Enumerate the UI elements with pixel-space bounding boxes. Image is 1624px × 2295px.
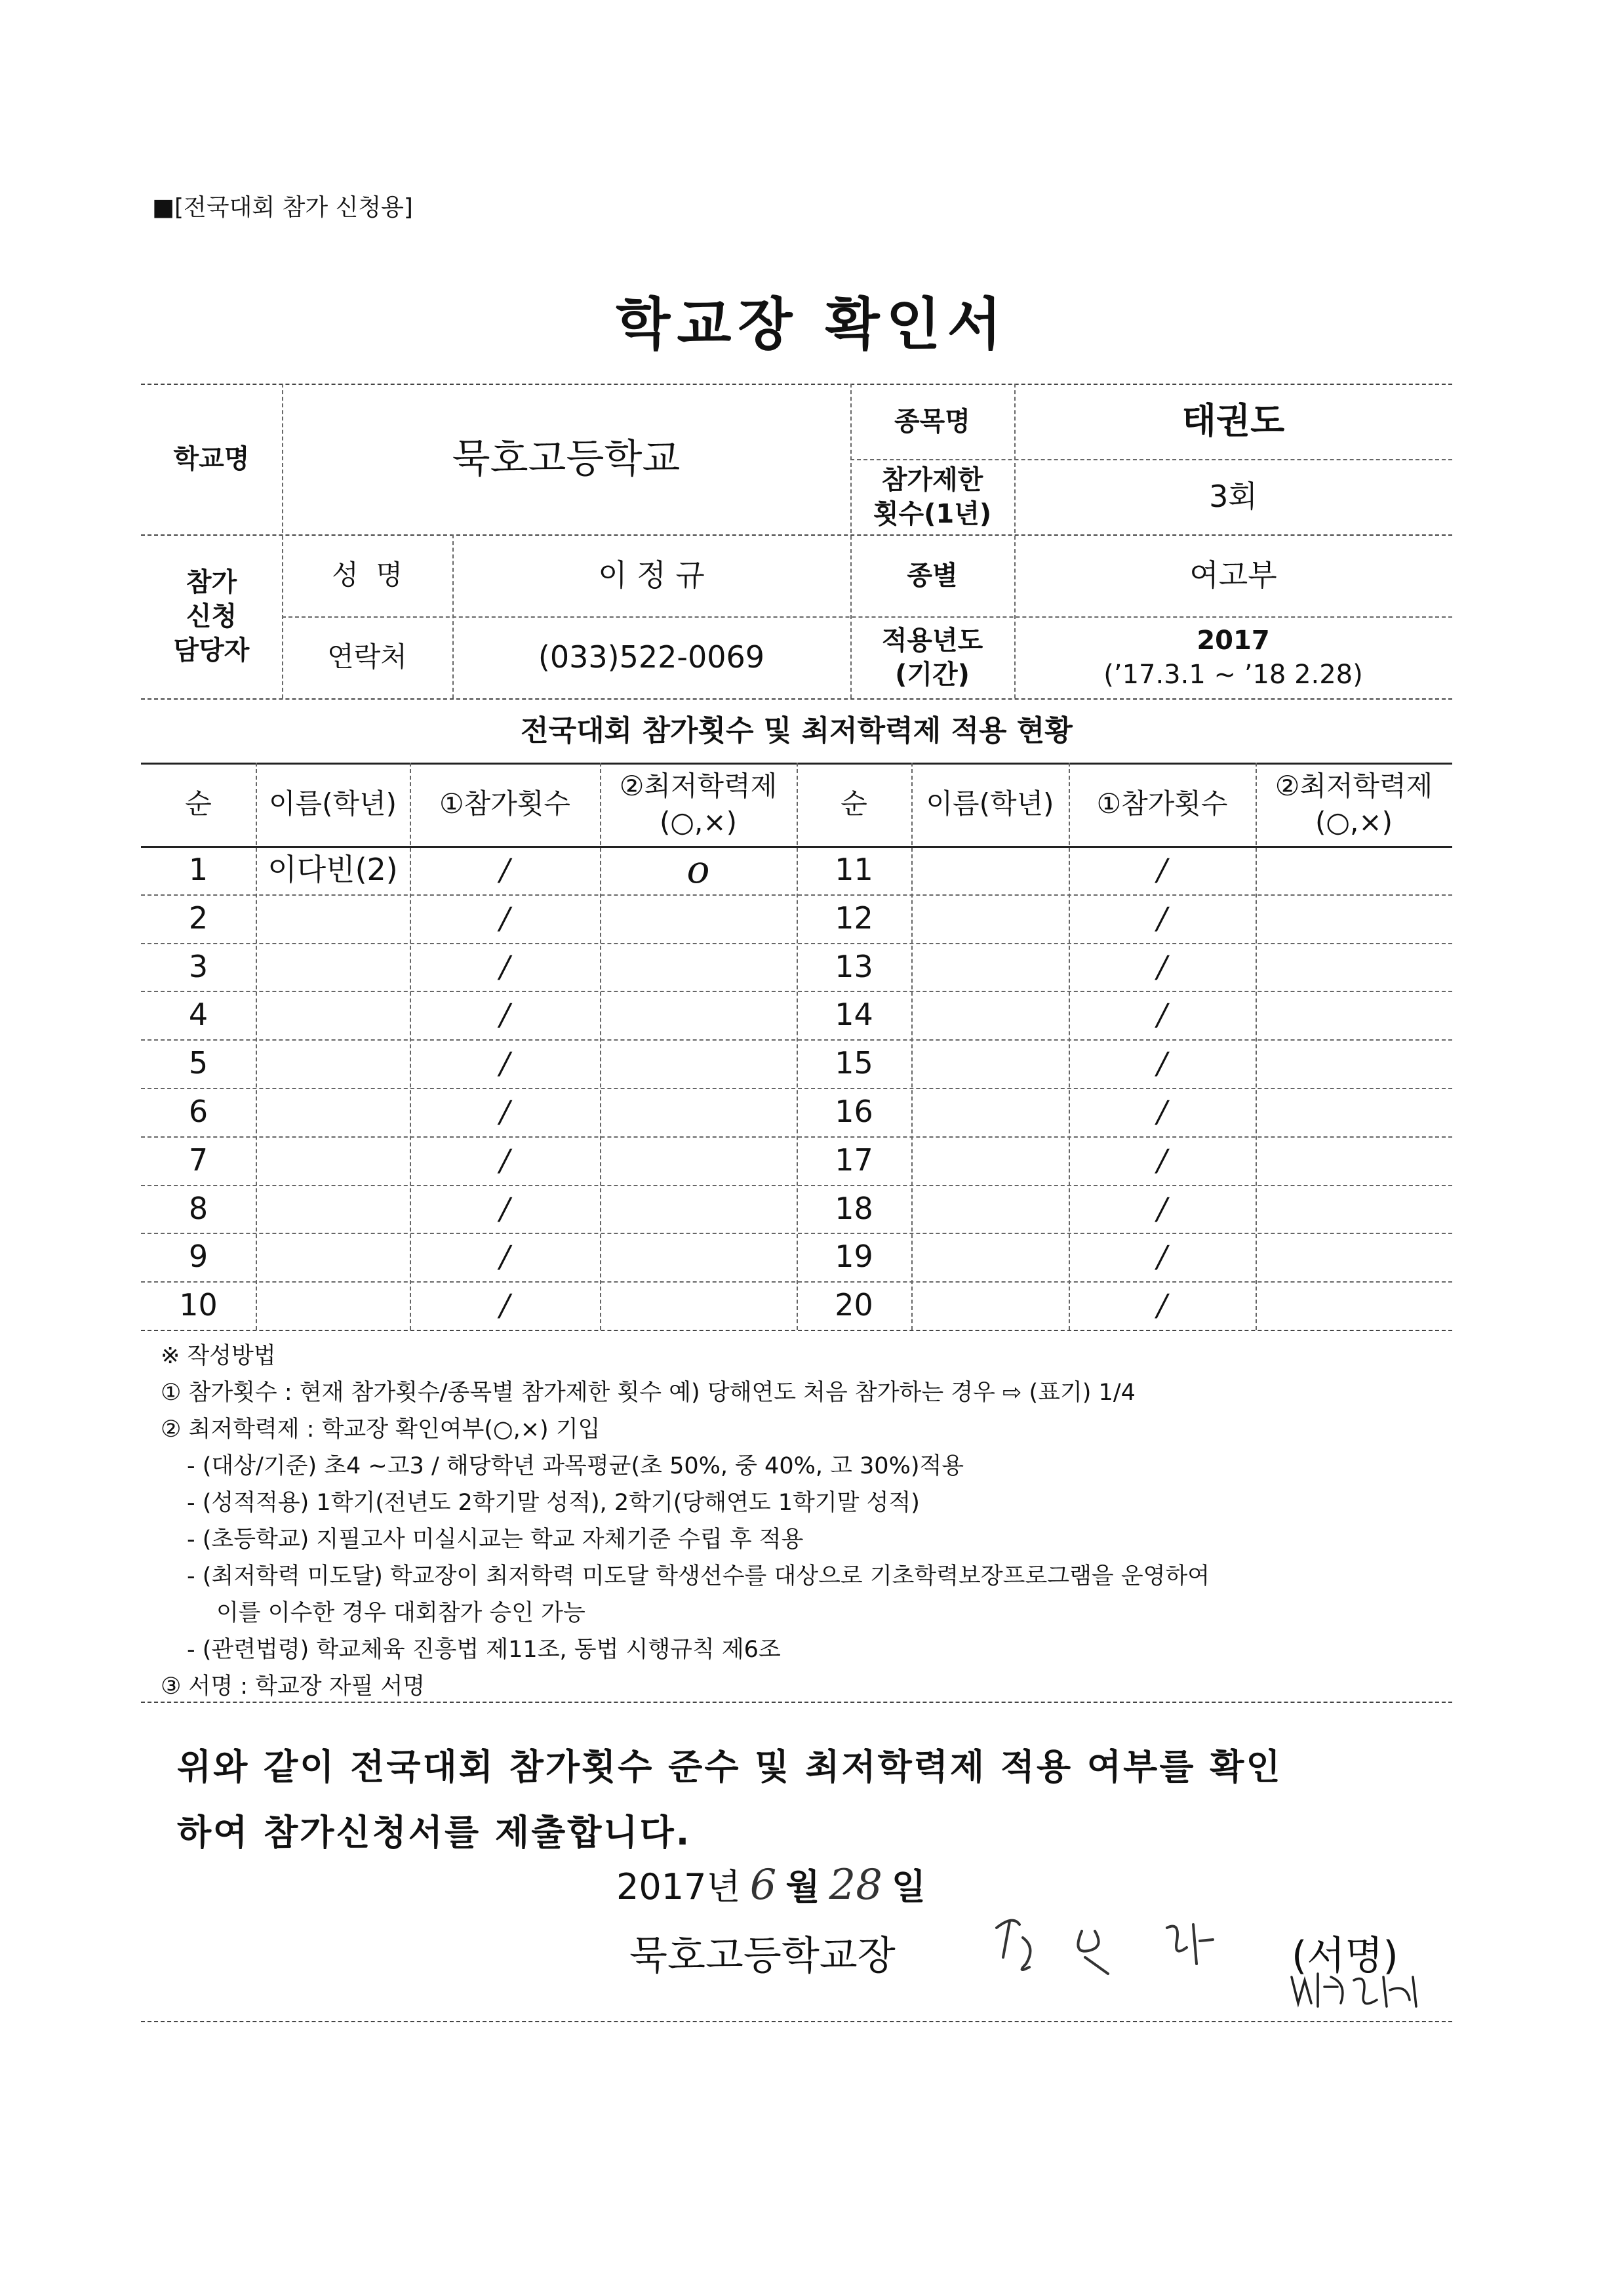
limit-label-line1: 참가제한 bbox=[881, 464, 983, 495]
row-seq: 12 bbox=[835, 900, 873, 936]
row-count-slash: / bbox=[1157, 1045, 1168, 1081]
row-seq: 7 bbox=[188, 1142, 208, 1178]
row-academic-mark: o bbox=[686, 847, 710, 892]
note-line: - (성적적용) 1학기(전년도 2학기말 성적), 2학기(당해연도 1학기말 성적) bbox=[187, 1490, 920, 1516]
row-academic-mark bbox=[1256, 1088, 1452, 1136]
date-year: 2017년 bbox=[616, 1866, 741, 1907]
row-count-slash: / bbox=[500, 852, 510, 887]
name-label: 성 명 bbox=[332, 559, 403, 591]
declaration-line1: 위와 같이 전국대회 참가횟수 준수 및 최저학력제 적용 여부를 확인 bbox=[177, 1746, 1282, 1787]
header-academic-line1: ②최저학력제 bbox=[619, 769, 778, 802]
applicant-label-line2: 신청 bbox=[186, 601, 237, 631]
row-name bbox=[911, 1233, 1069, 1281]
row-seq: 14 bbox=[835, 997, 873, 1033]
row-seq: 18 bbox=[835, 1190, 873, 1226]
date-day: 28 bbox=[829, 1861, 882, 1909]
row-academic-mark bbox=[1256, 991, 1452, 1039]
row-seq: 9 bbox=[188, 1239, 208, 1275]
principal-signature-icon bbox=[1285, 1964, 1429, 2013]
year-label bbox=[850, 616, 1014, 698]
row-academic-mark bbox=[1256, 846, 1452, 894]
row-name bbox=[911, 1088, 1069, 1136]
note-line: - (대상/기준) 초4 ~고3 / 해당학년 과목평균(초 50%, 중 40%, 고 30%)적용 bbox=[187, 1453, 964, 1479]
year-label-line1: 적용년도 bbox=[881, 625, 983, 656]
header-academic-line1: ②최저학력제 bbox=[1275, 769, 1433, 802]
row-name bbox=[256, 1039, 410, 1088]
row-seq: 15 bbox=[835, 1045, 873, 1081]
row-count-slash: / bbox=[1157, 1142, 1168, 1178]
row-seq: 20 bbox=[835, 1287, 873, 1323]
row-academic-mark bbox=[600, 943, 797, 991]
note-line: ① 참가횟수 : 현재 참가횟수/종목별 참가제한 횟수 예) 당해연도 처음 참가하는 경우 ⇨ (표기) 1/4 bbox=[161, 1380, 1136, 1406]
principal-title: 묵호고등학교장 bbox=[629, 1933, 896, 1979]
event-value: 태권도 bbox=[1181, 400, 1285, 442]
row-academic-mark bbox=[1256, 1185, 1452, 1233]
row-name bbox=[911, 991, 1069, 1039]
year-label-line2: (기간) bbox=[895, 659, 970, 690]
document-title: 학교장 확인서 bbox=[616, 292, 1008, 357]
row-name bbox=[256, 894, 410, 943]
contact-label: 연락처 bbox=[327, 641, 407, 673]
row-name bbox=[256, 1185, 410, 1233]
submission-date bbox=[616, 1859, 926, 1909]
note-line: - (관련법령) 학교체육 진흥법 제11조, 동법 시행규칙 제6조 bbox=[187, 1637, 781, 1663]
note-line: ※ 작성방법 bbox=[161, 1343, 276, 1369]
header-name: 이름(학년) bbox=[268, 788, 397, 820]
row-count-slash: / bbox=[500, 997, 510, 1033]
row-count-slash: / bbox=[500, 1094, 510, 1129]
info-bottom-rule bbox=[141, 698, 1452, 700]
row-name: 이다빈(2) bbox=[267, 852, 398, 887]
row-academic-mark bbox=[600, 1281, 797, 1330]
date-month: 6 bbox=[749, 1861, 777, 1909]
row-name bbox=[911, 1185, 1069, 1233]
row-academic-mark bbox=[1256, 1281, 1452, 1330]
row-seq: 11 bbox=[835, 852, 873, 887]
row-seq: 6 bbox=[188, 1094, 208, 1129]
row-seq: 19 bbox=[835, 1239, 873, 1275]
header-academic bbox=[1256, 763, 1452, 846]
row-name bbox=[256, 943, 410, 991]
row-count-slash: / bbox=[1157, 1094, 1168, 1129]
row-seq: 10 bbox=[179, 1287, 218, 1323]
row-seq: 3 bbox=[188, 948, 208, 984]
row-seq: 4 bbox=[188, 997, 208, 1033]
row-name bbox=[911, 1281, 1069, 1330]
row-count-slash: / bbox=[1157, 997, 1168, 1033]
category-label: 종별 bbox=[907, 560, 958, 591]
applicant-label bbox=[141, 534, 282, 698]
row-count-slash: / bbox=[500, 1190, 510, 1226]
applicant-label-line1: 참가 bbox=[186, 567, 237, 597]
row-name bbox=[911, 1136, 1069, 1185]
row-seq: 16 bbox=[835, 1094, 873, 1129]
form-tag: ■[전국대회 참가 신청용] bbox=[152, 194, 413, 221]
row-name bbox=[911, 846, 1069, 894]
limit-value: 3회 bbox=[1209, 478, 1258, 514]
row-count-slash: / bbox=[1157, 948, 1168, 984]
row-academic-mark bbox=[1256, 894, 1452, 943]
row-count-slash: / bbox=[500, 900, 510, 936]
date-day-unit: 일 bbox=[891, 1866, 926, 1907]
header-academic-line2: (○,×) bbox=[1315, 805, 1393, 838]
header-seq: 순 bbox=[841, 788, 867, 820]
year-value bbox=[1014, 616, 1452, 698]
row-academic-mark bbox=[1256, 943, 1452, 991]
row-count-slash: / bbox=[1157, 900, 1168, 936]
school-label: 학교명 bbox=[173, 444, 250, 474]
row-seq: 5 bbox=[188, 1045, 208, 1081]
row-count-slash: / bbox=[500, 1287, 510, 1323]
row-name bbox=[256, 1281, 410, 1330]
row-name bbox=[911, 1039, 1069, 1088]
row-seq: 13 bbox=[835, 948, 873, 984]
row-academic-mark bbox=[600, 1185, 797, 1233]
note-line: ② 최저학력제 : 학교장 확인여부(○,×) 기입 bbox=[161, 1416, 601, 1443]
row-seq: 1 bbox=[188, 852, 208, 887]
category-value: 여고부 bbox=[1189, 557, 1277, 593]
row-academic-mark bbox=[600, 894, 797, 943]
row-academic-mark bbox=[1256, 1233, 1452, 1281]
row-count-slash: / bbox=[1157, 1239, 1168, 1275]
applicant-label-line3: 담당자 bbox=[173, 635, 250, 666]
row-seq: 2 bbox=[188, 900, 208, 936]
row-count-slash: / bbox=[1157, 852, 1168, 887]
handwritten-signature-icon bbox=[983, 1902, 1259, 1987]
note-line: 이를 이수한 경우 대회참가 승인 가능 bbox=[216, 1600, 585, 1626]
status-title: 전국대회 참가횟수 및 최저학력제 적용 현황 bbox=[521, 714, 1073, 748]
event-label: 종목명 bbox=[894, 406, 970, 437]
year-value-line1: 2017 bbox=[1197, 625, 1270, 656]
date-month-unit: 월 bbox=[785, 1866, 820, 1907]
row-count-slash: / bbox=[500, 1142, 510, 1178]
row-academic-mark bbox=[600, 1039, 797, 1088]
declaration bbox=[177, 1734, 1282, 1866]
sign-label: (서명) bbox=[1292, 1933, 1398, 1979]
status-bottom-rule bbox=[141, 1330, 1452, 1331]
page-bottom-rule bbox=[141, 2021, 1452, 2022]
note-line: ③ 서명 : 학교장 자필 서명 bbox=[161, 1673, 426, 1700]
header-count: ①참가횟수 bbox=[439, 788, 570, 820]
row-name bbox=[256, 1136, 410, 1185]
row-count-slash: / bbox=[500, 1239, 510, 1275]
header-academic bbox=[600, 763, 797, 846]
row-name bbox=[256, 1088, 410, 1136]
limit-label bbox=[850, 459, 1014, 534]
row-name bbox=[256, 991, 410, 1039]
row-count-slash: / bbox=[1157, 1287, 1168, 1323]
row-academic-mark bbox=[600, 1088, 797, 1136]
row-count-slash: / bbox=[500, 1045, 510, 1081]
row-count-slash: / bbox=[1157, 1190, 1168, 1226]
limit-label-line2: 횟수(1년) bbox=[873, 498, 992, 529]
row-count-slash: / bbox=[500, 948, 510, 984]
row-academic-mark bbox=[1256, 1136, 1452, 1185]
contact-value: (033)522-0069 bbox=[538, 639, 765, 675]
notes-bottom-rule bbox=[141, 1702, 1452, 1703]
writing-instructions bbox=[161, 1338, 1472, 1705]
year-value-line2: (’17.3.1 ~ ’18 2.28) bbox=[1103, 659, 1363, 690]
row-name bbox=[911, 943, 1069, 991]
row-academic-mark bbox=[600, 1136, 797, 1185]
row-academic-mark bbox=[600, 991, 797, 1039]
row-seq: 8 bbox=[188, 1190, 208, 1226]
header-academic-line2: (○,×) bbox=[660, 805, 737, 838]
row-name bbox=[911, 894, 1069, 943]
header-name: 이름(학년) bbox=[926, 788, 1054, 820]
name-value: 이 정 규 bbox=[598, 557, 705, 593]
note-line: - (최저학력 미도달) 학교장이 최저학력 미도달 학생선수를 대상으로 기초학력보장프로그램을 운영하여 bbox=[187, 1563, 1210, 1589]
declaration-line2: 하여 참가신청서를 제출합니다. bbox=[177, 1812, 692, 1853]
header-count: ①참가횟수 bbox=[1096, 788, 1228, 820]
row-name bbox=[256, 1233, 410, 1281]
row-seq: 17 bbox=[835, 1142, 873, 1178]
school-value: 묵호고등학교 bbox=[452, 436, 681, 482]
header-seq: 순 bbox=[185, 788, 212, 820]
row-academic-mark bbox=[600, 1233, 797, 1281]
row-academic-mark bbox=[1256, 1039, 1452, 1088]
note-line: - (초등학교) 지필고사 미실시교는 학교 자체기준 수립 후 적용 bbox=[187, 1527, 804, 1553]
